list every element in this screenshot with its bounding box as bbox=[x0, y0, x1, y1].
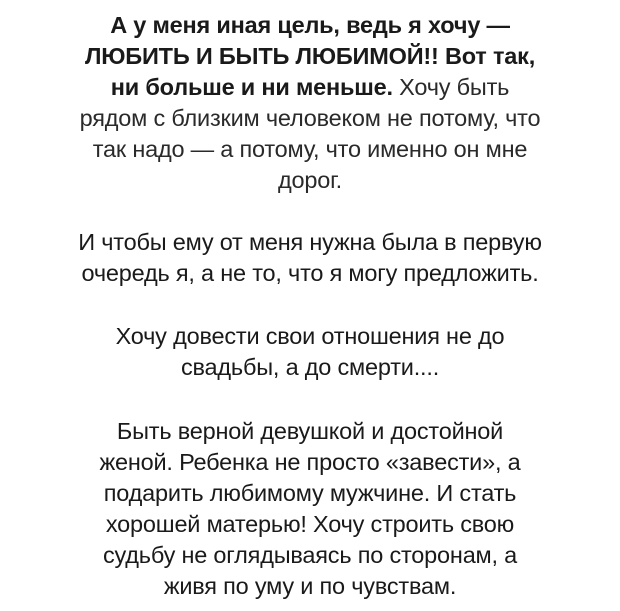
paragraph-2 bbox=[30, 227, 590, 289]
bold-line-2: ЛЮБИТЬ И БЫТЬ ЛЮБИМОЙ!! Вот так, bbox=[84, 43, 536, 69]
paragraph-4 bbox=[30, 416, 590, 602]
paragraph-2-line-2: очередь я, а не то, что я могу предложить. bbox=[81, 260, 539, 286]
paragraph-1-line-6: дорог. bbox=[278, 167, 342, 193]
paragraph-4-line-4: хорошей матерью! Хочу строить свою bbox=[105, 511, 515, 537]
paragraph-4-line-5: судьбу не оглядываясь по сторонам, а bbox=[102, 542, 518, 568]
bold-line-3: ни больше и ни меньше. bbox=[110, 74, 393, 100]
paragraph-4-line-6: живя по уму и по чувствам. bbox=[163, 573, 457, 599]
mixed-line bbox=[30, 72, 590, 103]
paragraph-1-line-5: так надо — а потому, что именно он мне bbox=[92, 136, 528, 162]
paragraph-3-line-1: Хочу довести свои отношения не до bbox=[115, 323, 505, 349]
paragraph-2-line-1: И чтобы ему от меня нужна была в первую bbox=[78, 229, 542, 255]
paragraph-3 bbox=[30, 321, 590, 383]
bold-line-1: А у меня иная цель, ведь я хочу — bbox=[110, 12, 510, 38]
paragraph-4-line-2: женой. Ребенка не просто «завести», а bbox=[99, 449, 521, 475]
paragraph-1-line-4: рядом с близким человеком не потому, что bbox=[79, 105, 541, 131]
paragraph-3-line-2: свадьбы, а до смерти.... bbox=[180, 354, 440, 380]
paragraph-4-line-1: Быть верной девушкой и достойной bbox=[116, 418, 504, 444]
light-tail: Хочу быть bbox=[392, 74, 510, 100]
paragraph-4-line-3: подарить любимому мужчине. И стать bbox=[103, 480, 517, 506]
paragraph-1 bbox=[30, 10, 590, 196]
